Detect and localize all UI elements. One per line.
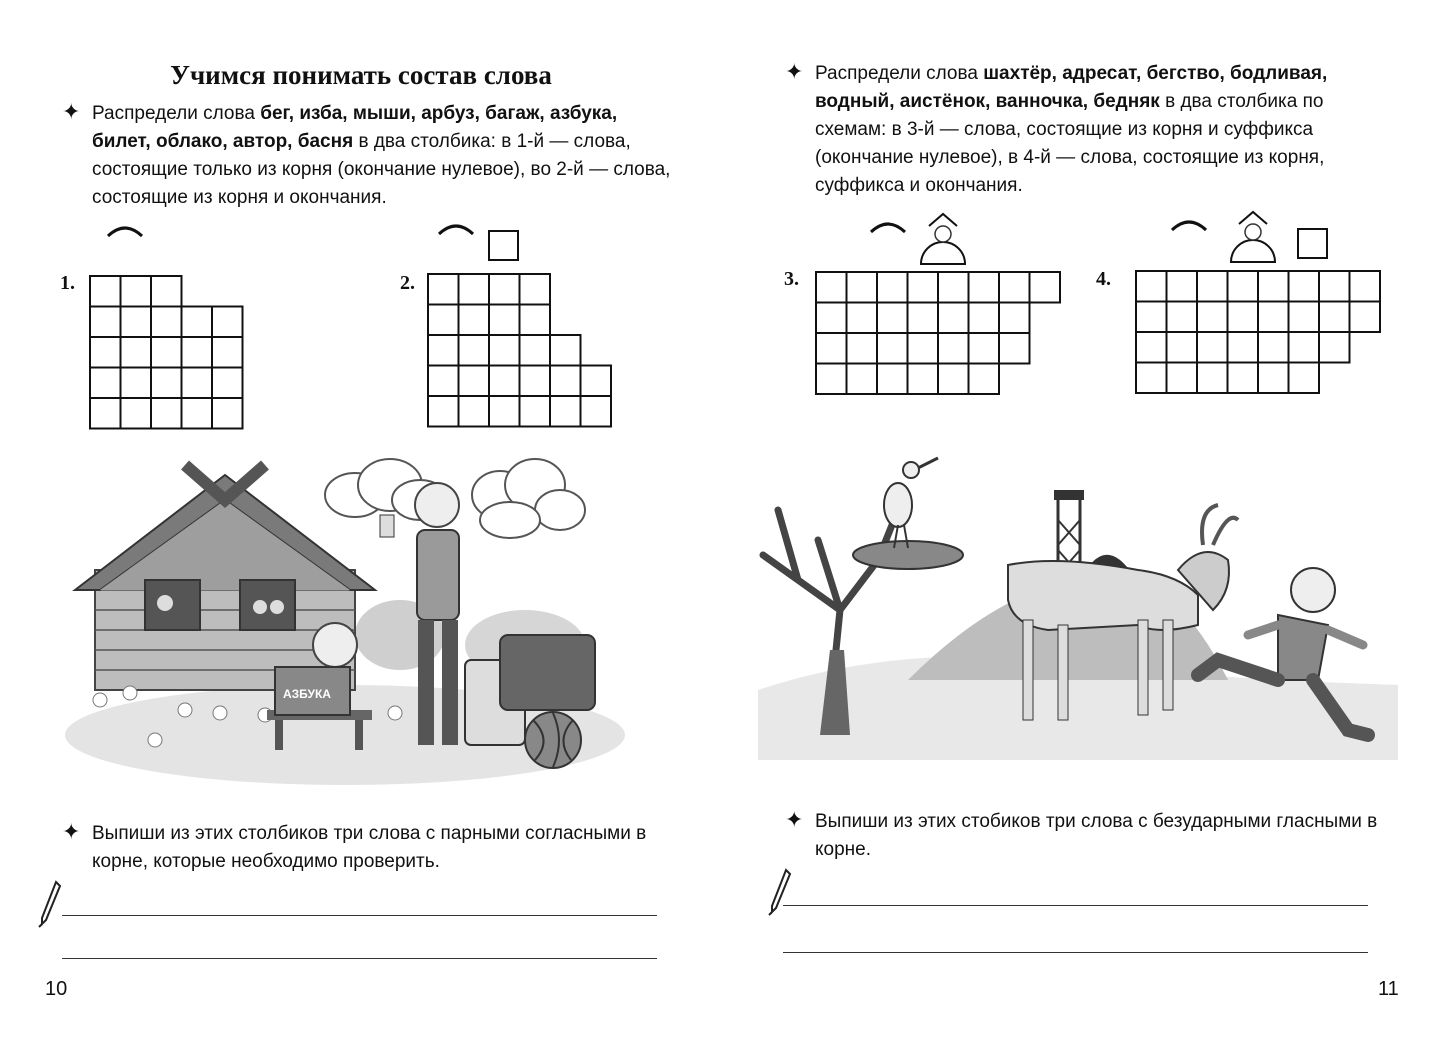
ending-box-icon [1297,228,1329,260]
grid-label-4: 4. [1096,268,1111,290]
star-bullet-icon: ✦ [62,819,81,844]
book-label: АЗБУКА [283,687,331,701]
suffix-house-icon [918,208,968,266]
right-page [723,0,1445,1051]
illustration-goat-and-boy [758,450,1398,760]
pen-icon [38,880,62,928]
grid-label-1: 1. [60,272,75,294]
task-write-out-words-2: ✦ Выпиши из этих стобиков три слова с безударными гласными в корне. [785,807,1378,860]
grid-label-2: 2. [400,272,415,294]
page-number: 10 [45,978,68,1000]
task-write-out-words-1: ✦ Выпиши из этих столбиков три слова с парными согласными в корне, которые необходимо проверить. [62,819,647,872]
left-page [0,0,722,1051]
suffix-house-icon [1228,206,1278,264]
letter-grid-1[interactable] [90,276,245,432]
task-distribute-words-1: ✦ Распредели слова бег, изба, мыши, арбуз, багаж, азбука, билет, облако, автор, басня в два столбика: в 1-й — слова, состоящие только из корня (окончание нулевое), во 2-й — слова, состоящие из корня и окончания. [62,99,671,208]
star-bullet-icon: ✦ [62,99,81,124]
root-arc-icon [436,220,476,240]
grid-label-3: 3. [784,268,799,290]
page-number: 11 [1378,978,1399,1000]
letter-grid-4[interactable] [1136,271,1384,397]
answer-line[interactable] [62,915,657,916]
ending-box-icon [488,230,520,262]
task-distribute-words-2: ✦ Распредели слова шахтёр, адресат, бегство, бодливая, водный, аистёнок, ванночка, бедняк в два столбика по схемам: в 3-й — слова, состоящие из корня и суффикса (окончание нулевое), в 4-й — слова, состоящие из корня, суффикса и окончания. [785,59,1328,196]
letter-grid-3[interactable] [816,272,1064,398]
root-arc-icon [1169,216,1209,236]
page-title: Учимся понимать состав слова [170,60,552,90]
answer-line[interactable] [783,952,1368,953]
letter-grid-2[interactable] [428,274,614,430]
star-bullet-icon: ✦ [785,807,804,832]
root-arc-icon [105,222,145,242]
root-arc-icon [868,218,908,238]
answer-line[interactable] [62,958,657,959]
answer-line[interactable] [783,905,1368,906]
illustration-house-and-boys [55,455,615,785]
star-bullet-icon: ✦ [785,59,804,84]
pen-icon [768,868,792,916]
